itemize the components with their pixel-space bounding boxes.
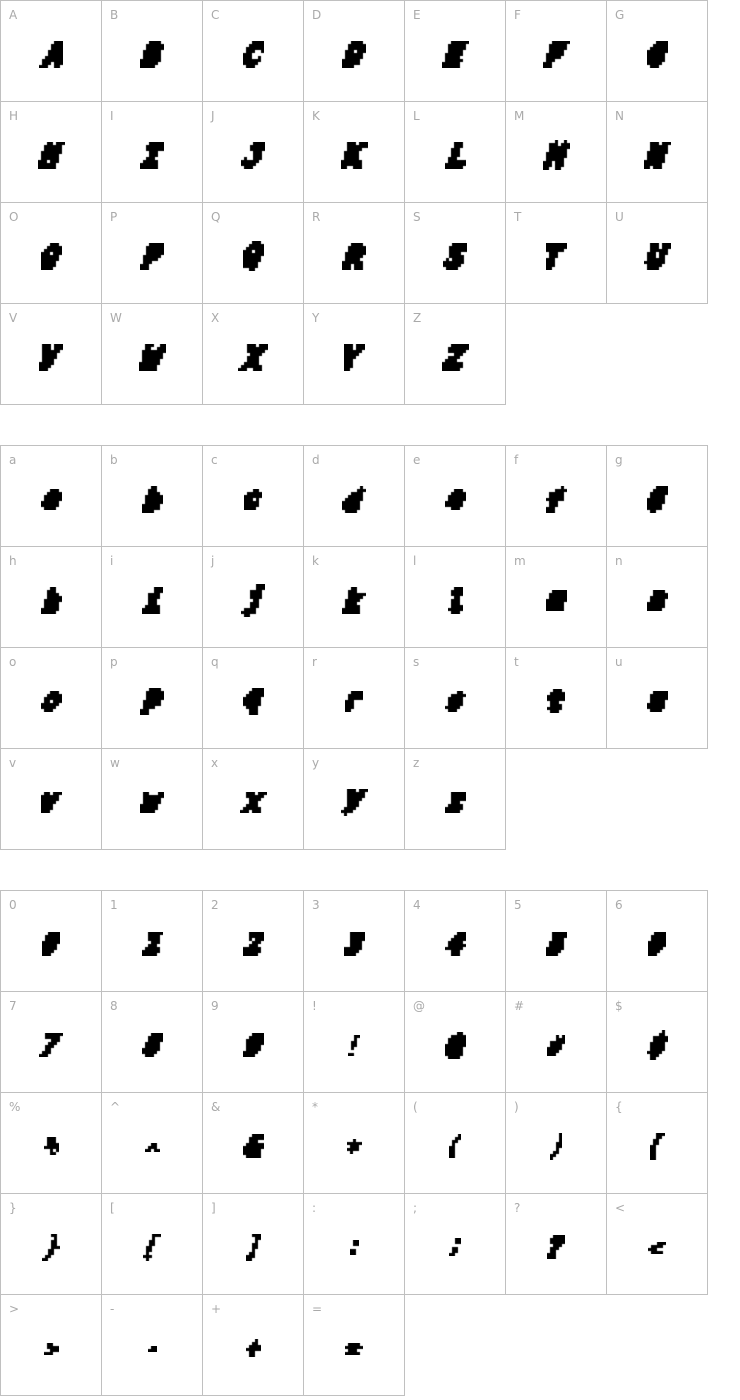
char-label: x [211, 756, 219, 770]
char-cell [102, 102, 203, 203]
char-label: l [413, 554, 417, 568]
glyph-canvas [547, 1235, 565, 1259]
char-cell [405, 749, 506, 850]
glyph-canvas [41, 792, 62, 813]
char-cell [1, 203, 102, 304]
char-label: H [9, 109, 19, 123]
char-cell [102, 891, 203, 992]
char-cell [405, 102, 506, 203]
glyph-canvas [241, 584, 265, 617]
char-cell [607, 102, 708, 203]
glyph-canvas [445, 489, 466, 510]
glyph-canvas [350, 1240, 359, 1255]
char-cell [203, 1093, 304, 1194]
charmap-row [1, 304, 708, 405]
char-cell [506, 102, 607, 203]
glyph-canvas [342, 243, 366, 270]
glyph-canvas [142, 587, 163, 614]
char-label: V [9, 311, 18, 325]
glyph-canvas [648, 1242, 666, 1254]
char-cell [102, 547, 203, 648]
char-label: P [110, 210, 118, 224]
char-label: : [312, 1201, 317, 1215]
glyph-canvas [345, 1343, 363, 1355]
char-label: @ [413, 999, 425, 1013]
charmap-row [1, 749, 708, 850]
char-cell [1, 749, 102, 850]
glyph-canvas [238, 344, 268, 371]
char-label: ^ [110, 1100, 121, 1114]
char-cell [405, 1, 506, 102]
glyph-canvas [647, 691, 668, 712]
glyph-canvas [244, 489, 262, 510]
charmap-row [1, 1295, 708, 1396]
char-cell [607, 1194, 708, 1295]
glyph-canvas [345, 691, 363, 712]
char-cell [102, 749, 203, 850]
char-label: 9 [211, 999, 219, 1013]
char-label: C [211, 8, 220, 22]
char-cell [1, 1295, 102, 1396]
char-cell [405, 1194, 506, 1295]
char-cell [203, 648, 304, 749]
char-label: I [110, 109, 114, 123]
char-label: S [413, 210, 421, 224]
charmap-section-uppercase [0, 0, 708, 405]
char-cell [203, 547, 304, 648]
char-cell [203, 304, 304, 405]
char-label: 8 [110, 999, 118, 1013]
char-cell [102, 1194, 203, 1295]
char-cell [304, 102, 405, 203]
glyph-canvas [243, 241, 264, 271]
glyph-canvas [445, 1032, 466, 1059]
char-label: 3 [312, 898, 320, 912]
char-label: Y [312, 311, 320, 325]
glyph-canvas [442, 41, 469, 68]
char-label: Z [413, 311, 422, 325]
char-label: ? [514, 1201, 521, 1215]
glyph-canvas [341, 789, 368, 816]
char-label: % [9, 1100, 21, 1114]
char-label: ! [312, 999, 317, 1013]
char-label: 1 [110, 898, 118, 912]
glyph-canvas [644, 142, 671, 169]
glyph-canvas [41, 489, 62, 510]
glyph-canvas [145, 1143, 160, 1152]
char-label: n [615, 554, 623, 568]
char-label: B [110, 8, 119, 22]
charmap-row [1, 446, 708, 547]
char-cell [304, 1093, 405, 1194]
char-label: * [312, 1100, 318, 1114]
char-cell [102, 203, 203, 304]
char-label: 4 [413, 898, 421, 912]
char-cell [102, 1093, 203, 1194]
charmap-row [1, 1093, 708, 1194]
charmap-row [1, 203, 708, 304]
char-label: f [514, 453, 519, 467]
glyph-canvas [546, 243, 567, 270]
glyph-canvas [644, 243, 671, 270]
char-cell [304, 992, 405, 1093]
char-cell [1, 648, 102, 749]
glyph-canvas [39, 344, 63, 371]
glyph-canvas [143, 1234, 161, 1261]
char-cell [405, 891, 506, 992]
char-cell [304, 1295, 405, 1396]
char-cell [506, 1093, 607, 1194]
char-cell [203, 203, 304, 304]
char-cell [203, 1194, 304, 1295]
char-label: 0 [9, 898, 17, 912]
glyph-canvas [44, 1343, 59, 1355]
glyph-canvas [42, 1234, 60, 1261]
char-cell [304, 203, 405, 304]
glyph-canvas [140, 41, 164, 68]
char-cell [1, 891, 102, 992]
glyph-canvas [39, 1033, 63, 1057]
char-cell [405, 1093, 506, 1194]
char-cell [405, 446, 506, 547]
char-label: J [211, 109, 215, 123]
glyph-canvas [44, 1137, 59, 1155]
char-label: F [514, 8, 521, 22]
glyph-canvas [342, 587, 366, 614]
char-cell [607, 203, 708, 304]
char-label: ] [211, 1201, 216, 1215]
char-cell [304, 547, 405, 648]
char-label: - [110, 1302, 115, 1316]
char-cell [102, 1295, 203, 1396]
glyph-canvas [647, 590, 668, 611]
char-label: q [211, 655, 219, 669]
char-cell [102, 648, 203, 749]
glyph-canvas [243, 1033, 264, 1057]
glyph-canvas [342, 41, 366, 68]
glyph-canvas [41, 243, 62, 270]
char-cell [304, 446, 405, 547]
glyph-canvas [445, 932, 466, 956]
glyph-canvas [39, 41, 63, 68]
char-cell [607, 547, 708, 648]
char-cell [506, 446, 607, 547]
char-cell [203, 1, 304, 102]
char-cell [304, 304, 405, 405]
glyph-canvas [445, 691, 466, 712]
glyph-canvas [344, 932, 365, 956]
glyph-canvas [140, 243, 164, 270]
glyph-canvas [241, 142, 265, 169]
char-label: < [615, 1201, 626, 1215]
glyph-canvas [246, 1234, 261, 1261]
charmap-row [1, 891, 708, 992]
glyph-canvas [41, 587, 62, 614]
glyph-canvas [140, 688, 164, 715]
glyph-canvas [142, 486, 163, 513]
char-cell [607, 446, 708, 547]
glyph-canvas [243, 41, 264, 68]
glyph-canvas [42, 932, 60, 956]
glyph-canvas [246, 1339, 261, 1357]
glyph-canvas [38, 142, 65, 169]
char-cell [1, 304, 102, 405]
char-label: m [514, 554, 526, 568]
char-label: g [615, 453, 623, 467]
char-label: h [9, 554, 17, 568]
char-cell [405, 648, 506, 749]
glyph-canvas [342, 486, 366, 513]
char-cell [1, 1093, 102, 1194]
char-cell [203, 891, 304, 992]
char-cell [1, 1194, 102, 1295]
char-label: T [514, 210, 522, 224]
glyph-canvas [650, 1133, 665, 1160]
charmap-row [1, 1194, 708, 1295]
char-label: w [110, 756, 120, 770]
charmap-row [1, 648, 708, 749]
char-cell [506, 547, 607, 648]
char-cell [607, 891, 708, 992]
char-label: $ [615, 999, 623, 1013]
char-label: ( [413, 1100, 418, 1114]
char-label: M [514, 109, 525, 123]
char-cell [1, 992, 102, 1093]
char-cell [1, 446, 102, 547]
charmap-section-digits-symbols [0, 890, 708, 1396]
glyph-canvas [550, 1133, 562, 1160]
char-cell [607, 1, 708, 102]
char-label: p [110, 655, 118, 669]
char-cell [607, 1093, 708, 1194]
char-label: U [615, 210, 624, 224]
char-cell [102, 304, 203, 405]
char-cell [304, 891, 405, 992]
char-label: > [9, 1302, 20, 1316]
char-cell [304, 1, 405, 102]
glyph-canvas [448, 587, 463, 614]
char-cell [203, 446, 304, 547]
glyph-canvas [547, 689, 565, 713]
char-label: X [211, 311, 220, 325]
char-label: ; [413, 1201, 418, 1215]
char-label: d [312, 453, 320, 467]
char-label: c [211, 453, 218, 467]
char-cell [102, 992, 203, 1093]
glyph-canvas [348, 1035, 360, 1056]
char-cell [506, 648, 607, 749]
charmap-row [1, 102, 708, 203]
char-label: 7 [9, 999, 17, 1013]
char-cell [506, 203, 607, 304]
glyph-canvas [647, 486, 668, 513]
char-label: o [9, 655, 17, 669]
glyph-canvas [547, 1035, 565, 1056]
char-label: } [9, 1201, 17, 1215]
char-cell [1, 1, 102, 102]
glyph-canvas [148, 1346, 157, 1352]
glyph-canvas [546, 932, 567, 956]
glyph-canvas [142, 1033, 163, 1057]
char-cell [1, 547, 102, 648]
char-label: y [312, 756, 320, 770]
glyph-canvas [445, 792, 466, 813]
char-label: ) [514, 1100, 519, 1114]
char-label: v [9, 756, 17, 770]
glyph-canvas [139, 344, 166, 371]
charmap-row [1, 1, 708, 102]
char-cell [405, 992, 506, 1093]
char-cell [102, 446, 203, 547]
glyph-canvas [648, 932, 666, 956]
char-label: 2 [211, 898, 219, 912]
char-cell [203, 749, 304, 850]
glyph-canvas [347, 1139, 362, 1154]
char-cell [203, 992, 304, 1093]
char-label: k [312, 554, 319, 568]
char-label: [ [110, 1201, 115, 1215]
char-cell [304, 648, 405, 749]
char-cell [506, 1194, 607, 1295]
glyph-canvas [341, 142, 368, 169]
charmap-section-lowercase [0, 445, 708, 850]
char-label: 6 [615, 898, 623, 912]
char-label: i [110, 554, 114, 568]
char-label: N [615, 109, 624, 123]
char-cell [506, 891, 607, 992]
char-label: W [110, 311, 122, 325]
glyph-canvas [243, 932, 264, 956]
char-label: j [211, 554, 215, 568]
char-cell [607, 648, 708, 749]
char-label: 5 [514, 898, 522, 912]
char-cell [405, 304, 506, 405]
char-label: s [413, 655, 420, 669]
char-cell [506, 1, 607, 102]
char-cell [1, 102, 102, 203]
glyph-canvas [140, 792, 164, 813]
char-cell [304, 749, 405, 850]
glyph-canvas [243, 1134, 264, 1158]
char-cell [506, 992, 607, 1093]
char-label: D [312, 8, 322, 22]
char-label: L [413, 109, 420, 123]
glyph-canvas [546, 590, 567, 611]
char-label: a [9, 453, 17, 467]
glyph-canvas [647, 1030, 668, 1060]
char-cell [102, 1, 203, 102]
glyph-canvas [443, 243, 467, 270]
glyph-canvas [142, 932, 163, 956]
glyph-canvas [243, 688, 264, 715]
char-label: r [312, 655, 317, 669]
charmap-row [1, 992, 708, 1093]
char-label: K [312, 109, 320, 123]
glyph-canvas [543, 41, 570, 68]
char-label: A [9, 8, 18, 22]
glyph-canvas [546, 486, 567, 513]
glyph-canvas [344, 344, 365, 371]
glyph-canvas [543, 140, 570, 170]
char-label: # [514, 999, 525, 1013]
char-label: = [312, 1302, 323, 1316]
glyph-canvas [240, 792, 267, 813]
char-label: b [110, 453, 118, 467]
glyph-canvas [445, 142, 466, 169]
glyph-canvas [140, 142, 164, 169]
char-cell [203, 102, 304, 203]
char-label: R [312, 210, 321, 224]
glyph-canvas [449, 1238, 461, 1256]
char-label: & [211, 1100, 221, 1114]
char-cell [405, 203, 506, 304]
char-label: { [615, 1100, 623, 1114]
char-label: Q [211, 210, 221, 224]
char-label: O [9, 210, 19, 224]
char-cell [304, 1194, 405, 1295]
char-label: E [413, 8, 421, 22]
glyph-canvas [41, 691, 62, 712]
char-cell [203, 1295, 304, 1396]
char-cell [405, 547, 506, 648]
glyph-canvas [449, 1134, 461, 1158]
char-label: + [211, 1302, 222, 1316]
charmap-row [1, 547, 708, 648]
glyph-canvas [647, 41, 668, 68]
char-label: G [615, 8, 625, 22]
char-cell [607, 992, 708, 1093]
char-label: u [615, 655, 623, 669]
char-label: z [413, 756, 420, 770]
char-label: e [413, 453, 421, 467]
glyph-canvas [442, 344, 469, 371]
char-label: t [514, 655, 519, 669]
